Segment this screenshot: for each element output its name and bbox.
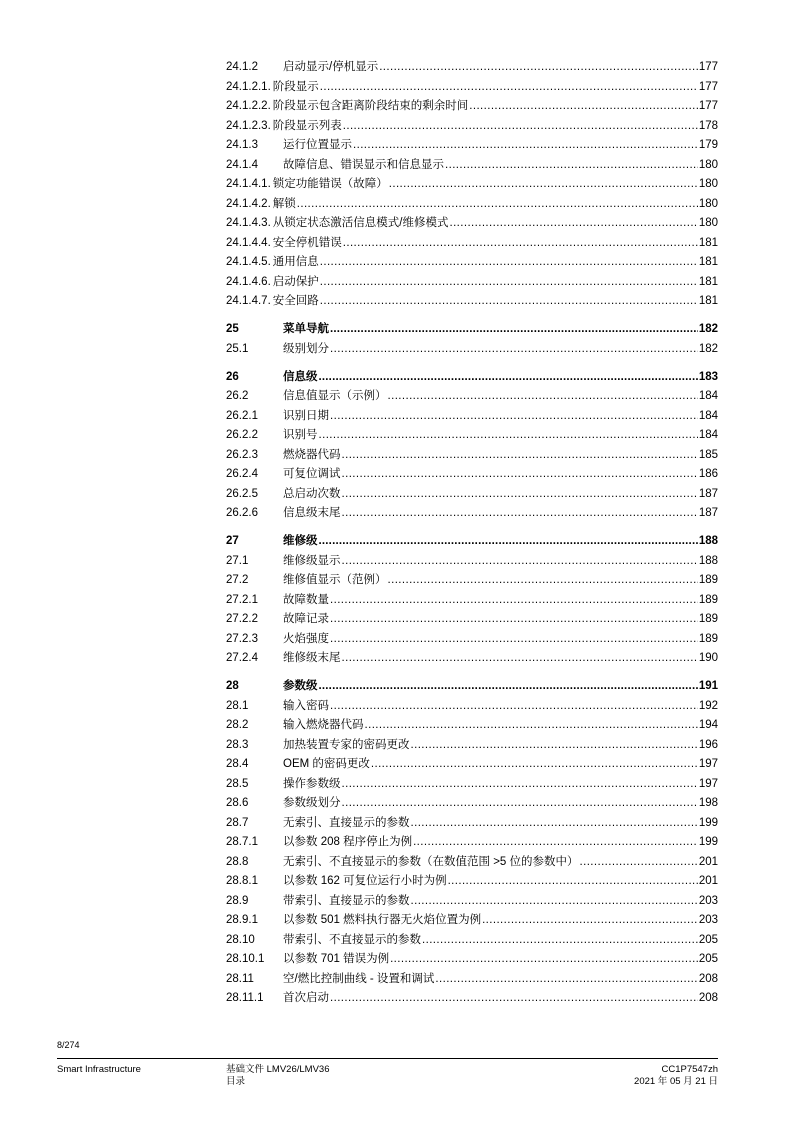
toc-entry-page: 180 bbox=[698, 217, 718, 229]
toc-entry-page: 201 bbox=[698, 855, 718, 868]
toc-entry[interactable] bbox=[226, 755, 718, 775]
toc-dot-leader bbox=[320, 78, 698, 98]
toc-entry-page: 181 bbox=[698, 256, 718, 268]
toc-entry-title: 以参数 701 错误为例 bbox=[283, 953, 390, 966]
toc-entry-title: 燃烧器代码 bbox=[283, 448, 341, 461]
toc-dot-leader bbox=[389, 175, 698, 195]
toc-entry-number: 28.9.1 bbox=[226, 914, 258, 927]
toc-chapter-entry[interactable] bbox=[226, 532, 718, 552]
toc-entry[interactable] bbox=[226, 775, 718, 795]
toc-entry[interactable] bbox=[226, 136, 718, 156]
toc-entry[interactable] bbox=[226, 736, 718, 756]
toc-entry-page: 181 bbox=[698, 295, 718, 307]
toc-dot-leader bbox=[342, 446, 698, 466]
toc-chapter-entry[interactable] bbox=[226, 677, 718, 697]
toc-entry[interactable] bbox=[226, 630, 718, 650]
toc-entry-number: 28.2 bbox=[226, 719, 249, 732]
toc-entry-title: 操作参数级 bbox=[283, 777, 341, 790]
toc-dot-leader bbox=[342, 465, 698, 485]
toc-entry-title: 故障数量 bbox=[283, 593, 329, 606]
toc-entry-page: 180 bbox=[698, 197, 718, 210]
toc-dot-leader bbox=[469, 97, 698, 117]
toc-dot-leader bbox=[330, 591, 698, 611]
toc-entry-page: 197 bbox=[698, 777, 718, 790]
toc-dot-leader bbox=[330, 989, 698, 1009]
toc-entry[interactable] bbox=[226, 716, 718, 736]
toc-entry-number: 24.1.4.3. bbox=[226, 217, 271, 229]
toc-entry-number: 27 bbox=[226, 535, 239, 548]
toc-entry[interactable] bbox=[226, 892, 718, 912]
toc-entry-number: 28.10 bbox=[226, 933, 255, 946]
toc-entry-title: 以参数 208 程序停止为例 bbox=[283, 836, 413, 849]
toc-dot-leader bbox=[319, 532, 698, 552]
toc-entry-number: 24.1.4.5. bbox=[226, 256, 271, 268]
toc-entry-title: 输入密码 bbox=[283, 699, 329, 712]
toc-entry-page: 185 bbox=[698, 448, 718, 461]
toc-dot-leader bbox=[379, 58, 698, 78]
toc-entry[interactable] bbox=[226, 446, 718, 466]
toc-dot-leader bbox=[342, 552, 698, 572]
toc-dot-leader bbox=[448, 872, 698, 892]
footer-doc-id: CC1P7547zh bbox=[661, 1064, 718, 1075]
toc-entry-title: 带索引、不直接显示的参数 bbox=[283, 933, 421, 946]
toc-entry-title: 信息级 bbox=[283, 370, 318, 383]
toc-entry-title: 参数级 bbox=[283, 680, 318, 693]
toc-entry[interactable] bbox=[226, 814, 718, 834]
toc-entry-number: 26.2 bbox=[226, 390, 249, 403]
toc-dot-leader bbox=[330, 407, 698, 427]
toc-entry[interactable] bbox=[226, 117, 718, 137]
toc-dot-leader bbox=[342, 649, 698, 669]
toc-dot-leader bbox=[388, 387, 698, 407]
toc-entry[interactable] bbox=[226, 931, 718, 951]
toc-entry[interactable] bbox=[226, 950, 718, 970]
toc-dot-leader bbox=[388, 571, 698, 591]
toc-entry[interactable] bbox=[226, 485, 718, 505]
toc-entry-number: 24.1.4.2. bbox=[226, 197, 271, 210]
toc-entry-page: 203 bbox=[698, 914, 718, 927]
toc-entry[interactable] bbox=[226, 989, 718, 1009]
toc-entry-number: 28.11 bbox=[226, 972, 254, 985]
toc-entry-number: 27.2.4 bbox=[226, 652, 258, 665]
toc-entry-title: 总启动次数 bbox=[283, 487, 341, 500]
toc-entry-title: 输入燃烧器代码 bbox=[283, 719, 364, 732]
toc-entry-title: 火焰强度 bbox=[283, 632, 329, 645]
toc-entry-page: 180 bbox=[698, 158, 718, 171]
toc-entry-title: 无索引、直接显示的参数 bbox=[283, 816, 410, 829]
toc-entry[interactable] bbox=[226, 387, 718, 407]
toc-dot-leader bbox=[422, 931, 698, 951]
toc-entry-page: 201 bbox=[698, 875, 718, 888]
toc-entry-number: 28.10.1 bbox=[226, 953, 265, 966]
toc-entry-number: 27.2.3 bbox=[226, 632, 258, 645]
toc-dot-leader bbox=[580, 853, 698, 873]
toc-entry-number: 24.1.4 bbox=[226, 158, 258, 171]
toc-entry-title: 启动显示/停机显示 bbox=[283, 61, 379, 73]
toc-dot-leader bbox=[330, 340, 698, 360]
toc-entry-page: 190 bbox=[698, 652, 718, 665]
toc-dot-leader bbox=[320, 273, 698, 293]
toc-entry[interactable] bbox=[226, 552, 718, 572]
toc-entry-title: 参数级划分 bbox=[283, 797, 341, 810]
toc-entry[interactable] bbox=[226, 214, 718, 234]
toc-entry-page: 181 bbox=[698, 275, 718, 288]
toc-entry[interactable] bbox=[226, 591, 718, 611]
toc-entry-title: 运行位置显示 bbox=[283, 139, 352, 151]
toc-entry-title: 阶段显示 bbox=[272, 80, 319, 93]
toc-entry[interactable] bbox=[226, 610, 718, 630]
toc-entry-page: 197 bbox=[698, 758, 718, 771]
toc-entry[interactable] bbox=[226, 195, 718, 215]
toc-entry-page: 191 bbox=[698, 680, 718, 693]
toc-entry-title: 信息值显示（示例） bbox=[283, 390, 387, 403]
toc-entry-title: 菜单导航 bbox=[283, 323, 329, 336]
toc-entry-page: 188 bbox=[698, 535, 718, 548]
toc-entry-page: 189 bbox=[698, 613, 718, 626]
toc-entry-page: 177 bbox=[698, 100, 718, 112]
toc-dot-leader bbox=[435, 970, 697, 990]
toc-entry-page: 189 bbox=[698, 574, 718, 587]
toc-entry-page: 184 bbox=[698, 429, 718, 442]
toc-entry-number: 28 bbox=[226, 680, 239, 693]
toc-entry-page: 177 bbox=[698, 80, 718, 93]
toc-entry-title: 识别号 bbox=[283, 429, 318, 442]
toc-entry[interactable] bbox=[226, 234, 718, 254]
toc-dot-leader bbox=[330, 630, 698, 650]
toc-entry-page: 189 bbox=[698, 632, 718, 645]
toc-entry-page: 199 bbox=[698, 836, 718, 849]
toc-entry-page: 188 bbox=[698, 554, 718, 567]
toc-entry-page: 182 bbox=[698, 342, 718, 355]
toc-entry-number: 26.2.4 bbox=[226, 468, 258, 481]
toc-dot-leader bbox=[320, 253, 698, 273]
toc-entry[interactable] bbox=[226, 970, 718, 990]
toc-entry-page: 208 bbox=[698, 972, 718, 985]
toc-entry[interactable] bbox=[226, 78, 718, 98]
toc-entry-title: 阶段显示列表 bbox=[272, 119, 342, 132]
toc-entry[interactable] bbox=[226, 426, 718, 446]
toc-dot-leader bbox=[413, 833, 698, 853]
toc-entry-page: 187 bbox=[698, 487, 718, 500]
toc-entry-page: 192 bbox=[698, 699, 718, 712]
toc-entry-title: 通用信息 bbox=[272, 256, 319, 268]
toc-entry-page: 186 bbox=[698, 468, 718, 481]
toc-entry-title: 加热装置专家的密码更改 bbox=[283, 738, 410, 751]
toc-entry-title: 安全停机错误 bbox=[272, 236, 342, 249]
toc-entry-title: 阶段显示包含距离阶段结束的剩余时间 bbox=[272, 100, 469, 112]
toc-entry-page: 181 bbox=[698, 236, 718, 249]
toc-entry-title: 解锁 bbox=[272, 197, 296, 210]
toc-entry-number: 28.1 bbox=[226, 699, 249, 712]
toc-entry-page: 178 bbox=[698, 119, 718, 132]
toc-entry-page: 187 bbox=[698, 507, 718, 520]
toc-entry[interactable] bbox=[226, 97, 718, 117]
toc-dot-leader bbox=[365, 716, 698, 736]
toc-entry-number: 28.11.1 bbox=[226, 992, 264, 1005]
toc-entry-number: 28.5 bbox=[226, 777, 249, 790]
toc-entry-number: 24.1.3 bbox=[226, 139, 258, 151]
toc-dot-leader bbox=[297, 195, 698, 215]
toc-entry-number: 27.1 bbox=[226, 554, 249, 567]
footer-company: Smart Infrastructure bbox=[57, 1064, 141, 1075]
toc-entry-number: 26.2.5 bbox=[226, 487, 258, 500]
toc-entry-number: 24.1.4.7. bbox=[226, 295, 271, 307]
toc-entry-page: 205 bbox=[698, 933, 718, 946]
toc-dot-leader bbox=[482, 911, 698, 931]
toc-dot-leader bbox=[320, 292, 698, 312]
footer-doc-title: 基础文件 LMV26/LMV36 bbox=[226, 1064, 330, 1075]
toc-entry-title: 以参数 501 燃料执行器无火焰位置为例 bbox=[283, 914, 482, 927]
toc-entry-title: 识别日期 bbox=[283, 409, 329, 422]
toc-entry-title: 维修级末尾 bbox=[283, 652, 341, 665]
toc-entry[interactable] bbox=[226, 571, 718, 591]
toc-entry-title: OEM 的密码更改 bbox=[283, 758, 370, 771]
toc-dot-leader bbox=[319, 368, 698, 388]
toc-entry-number: 26.2.6 bbox=[226, 507, 258, 520]
toc-entry-title: 可复位调试 bbox=[283, 468, 341, 481]
toc-entry[interactable] bbox=[226, 407, 718, 427]
toc-dot-leader bbox=[330, 697, 698, 717]
toc-entry-title: 安全回路 bbox=[272, 295, 319, 307]
toc-dot-leader bbox=[343, 234, 698, 254]
toc-entry-title: 无索引、不直接显示的参数（在数值范围 >5 位的参数中） bbox=[283, 855, 579, 868]
toc-dot-leader bbox=[371, 755, 698, 775]
footer-section: 目录 bbox=[226, 1076, 246, 1087]
toc-entry-number: 28.4 bbox=[226, 758, 249, 771]
toc-entry[interactable] bbox=[226, 253, 718, 273]
toc-entry-number: 28.7 bbox=[226, 816, 249, 829]
toc-entry-number: 24.1.4.6. bbox=[226, 275, 271, 288]
toc-dot-leader bbox=[342, 775, 698, 795]
toc-entry[interactable] bbox=[226, 273, 718, 293]
toc-entry-title: 维修值显示（范例） bbox=[283, 574, 387, 587]
toc-entry-page: 196 bbox=[698, 738, 718, 751]
toc-entry[interactable] bbox=[226, 156, 718, 176]
toc-chapter-entry[interactable] bbox=[226, 368, 718, 388]
toc-entry-number: 28.7.1 bbox=[226, 836, 258, 849]
toc-dot-leader bbox=[342, 504, 698, 524]
toc-entry-page: 205 bbox=[698, 953, 718, 966]
toc-entry-number: 24.1.2.3. bbox=[226, 119, 271, 132]
toc-entry-page: 198 bbox=[698, 797, 718, 810]
toc-entry-title: 信息级末尾 bbox=[283, 507, 341, 520]
toc-entry-number: 26.2.1 bbox=[226, 409, 258, 422]
toc-entry-page: 177 bbox=[698, 61, 718, 73]
toc-entry-number: 28.6 bbox=[226, 797, 249, 810]
toc-entry-title: 故障记录 bbox=[283, 613, 329, 626]
toc-entry-number: 24.1.2.2. bbox=[226, 100, 271, 112]
toc-entry-page: 189 bbox=[698, 593, 718, 606]
toc-entry-page: 183 bbox=[698, 370, 718, 383]
toc-entry-number: 27.2 bbox=[226, 574, 249, 587]
toc-entry-number: 25.1 bbox=[226, 342, 249, 355]
toc-dot-leader bbox=[353, 136, 698, 156]
table-of-contents bbox=[226, 58, 718, 1009]
toc-entry-title: 启动保护 bbox=[272, 275, 319, 288]
toc-entry[interactable] bbox=[226, 911, 718, 931]
footer-date: 2021 年 05 月 21 日 bbox=[634, 1076, 718, 1087]
toc-entry-number: 24.1.4.1. bbox=[226, 178, 271, 190]
toc-entry-title: 维修级显示 bbox=[283, 554, 341, 567]
toc-entry-number: 24.1.2 bbox=[226, 61, 258, 73]
toc-dot-leader bbox=[449, 214, 697, 234]
toc-entry[interactable] bbox=[226, 794, 718, 814]
toc-dot-leader bbox=[390, 950, 698, 970]
toc-dot-leader bbox=[411, 892, 698, 912]
toc-entry[interactable] bbox=[226, 872, 718, 892]
toc-entry-title: 从锁定状态激活信息模式/维修模式 bbox=[272, 217, 449, 229]
toc-entry-title: 首次启动 bbox=[283, 992, 329, 1005]
toc-entry-page: 180 bbox=[698, 178, 718, 190]
toc-entry-title: 锁定功能错误（故障） bbox=[272, 178, 388, 190]
toc-entry-page: 203 bbox=[698, 894, 718, 907]
toc-entry-number: 27.2.1 bbox=[226, 593, 258, 606]
toc-entry-number: 24.1.4.4. bbox=[226, 236, 271, 249]
toc-entry-page: 179 bbox=[698, 139, 718, 151]
toc-entry[interactable] bbox=[226, 833, 718, 853]
toc-entry[interactable] bbox=[226, 340, 718, 360]
toc-dot-leader bbox=[319, 426, 698, 446]
toc-entry-page: 184 bbox=[698, 409, 718, 422]
toc-dot-leader bbox=[411, 814, 698, 834]
toc-entry-number: 25 bbox=[226, 323, 239, 336]
toc-entry-page: 199 bbox=[698, 816, 718, 829]
toc-dot-leader bbox=[330, 320, 698, 340]
toc-entry-number: 26.2.3 bbox=[226, 448, 258, 461]
toc-dot-leader bbox=[342, 485, 698, 505]
footer-rule bbox=[57, 1058, 718, 1059]
toc-entry-number: 26 bbox=[226, 370, 239, 383]
toc-entry-page: 194 bbox=[698, 719, 718, 732]
toc-entry[interactable] bbox=[226, 504, 718, 524]
toc-entry-page: 184 bbox=[698, 390, 718, 403]
toc-entry-number: 27.2.2 bbox=[226, 613, 258, 626]
toc-dot-leader bbox=[319, 677, 698, 697]
toc-entry[interactable] bbox=[226, 175, 718, 195]
toc-entry[interactable] bbox=[226, 58, 718, 78]
toc-entry-title: 故障信息、错误显示和信息显示 bbox=[283, 158, 444, 171]
toc-entry-title: 以参数 162 可复位运行小时为例 bbox=[283, 875, 447, 888]
toc-entry[interactable] bbox=[226, 649, 718, 669]
toc-entry-title: 带索引、直接显示的参数 bbox=[283, 894, 410, 907]
toc-entry-number: 28.8 bbox=[226, 855, 249, 868]
toc-entry-number: 28.8.1 bbox=[226, 875, 258, 888]
toc-dot-leader bbox=[445, 156, 698, 176]
toc-entry-number: 26.2.2 bbox=[226, 429, 258, 442]
toc-entry-title: 级别划分 bbox=[283, 342, 329, 355]
toc-dot-leader bbox=[342, 794, 698, 814]
toc-entry[interactable] bbox=[226, 697, 718, 717]
toc-entry-number: 28.9 bbox=[226, 894, 249, 907]
toc-dot-leader bbox=[411, 736, 698, 756]
toc-entry-title: 维修级 bbox=[283, 535, 318, 548]
toc-entry-number: 24.1.2.1. bbox=[226, 80, 271, 93]
toc-entry[interactable] bbox=[226, 465, 718, 485]
toc-dot-leader bbox=[343, 117, 698, 137]
toc-entry-page: 182 bbox=[698, 323, 718, 336]
page-number: 8/274 bbox=[57, 1040, 80, 1050]
toc-entry-page: 208 bbox=[698, 992, 718, 1005]
toc-entry-title: 空/燃比控制曲线 - 设置和调试 bbox=[283, 972, 435, 985]
toc-chapter-entry[interactable] bbox=[226, 320, 718, 340]
toc-entry[interactable] bbox=[226, 853, 718, 873]
toc-dot-leader bbox=[330, 610, 698, 630]
toc-entry[interactable] bbox=[226, 292, 718, 312]
toc-entry-number: 28.3 bbox=[226, 738, 249, 751]
